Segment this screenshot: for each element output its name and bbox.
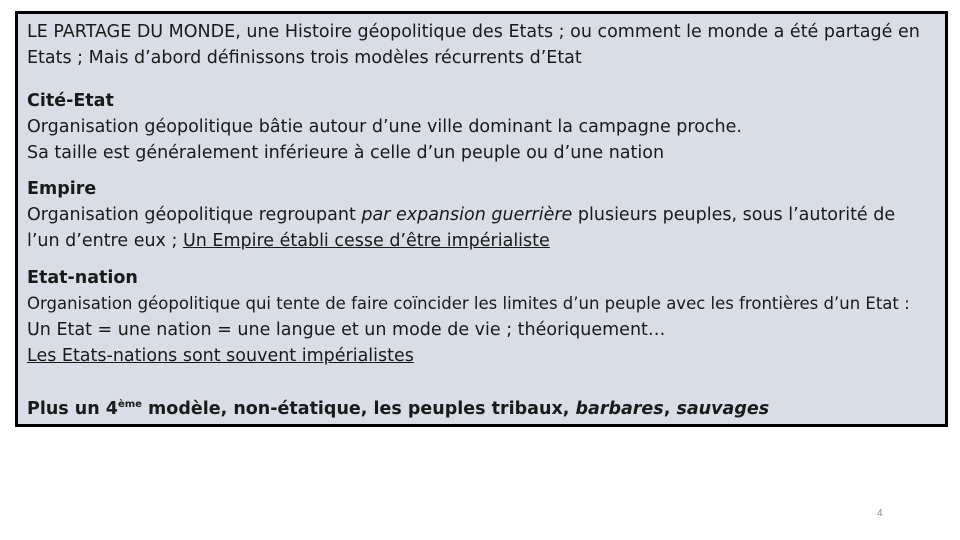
empire-line-2-start: l’un d’entre eux ; [27,231,183,251]
intro-line-1 [27,19,920,45]
intro-line-2: Etats ; Mais d’abord définissons trois modèles récurrents d’Etat [27,48,582,68]
empire-line-1-start: Organisation géopolitique regroupant [27,205,362,225]
fourth-model-separator: , [663,399,677,419]
empire-emphasis: par expansion guerrière [361,205,573,225]
cite-etat-heading: Cité-Etat [27,91,114,111]
empire-line-2 [27,228,550,254]
cite-etat-line-1: Organisation géopolitique bâtie autour d’une ville dominant la campagne proche. [27,117,742,137]
etat-nation-underlined-statement: Les Etats-nations sont souvent impérialistes [27,346,414,366]
fourth-model-start: Plus un 4 [27,399,118,419]
ordinal-superscript: ème [117,399,142,410]
fourth-model-line [27,396,769,422]
content-box [15,11,948,427]
page-number: 4 [877,508,883,519]
etat-nation-line-1: Organisation géopolitique qui tente de faire coïncider les limites d’un peuple avec les frontières d’un Etat : [27,294,910,313]
emphasis-sauvages: sauvages [676,399,770,419]
intro-line-1-rest: , une Histoire géopolitique des Etats ; ou comment le monde a été partagé en [235,22,920,42]
empire-heading: Empire [27,179,97,199]
intro-title: LE PARTAGE DU MONDE [27,22,236,42]
empire-underlined-statement: Un Empire établi cesse d’être impérialiste [182,231,550,251]
cite-etat-line-2: Sa taille est généralement inférieure à celle d’un peuple ou d’une nation [27,143,665,163]
empire-line-1 [27,202,895,228]
etat-nation-heading: Etat-nation [27,268,138,288]
emphasis-barbares: barbares [575,399,664,419]
fourth-model-middle: modèle, non-étatique, les peuples tribaux, [141,399,576,419]
etat-nation-line-2: Un Etat = une nation = une langue et un mode de vie ; théoriquement… [27,320,666,340]
empire-line-1-end: plusieurs peuples, sous l’autorité de [572,205,896,225]
